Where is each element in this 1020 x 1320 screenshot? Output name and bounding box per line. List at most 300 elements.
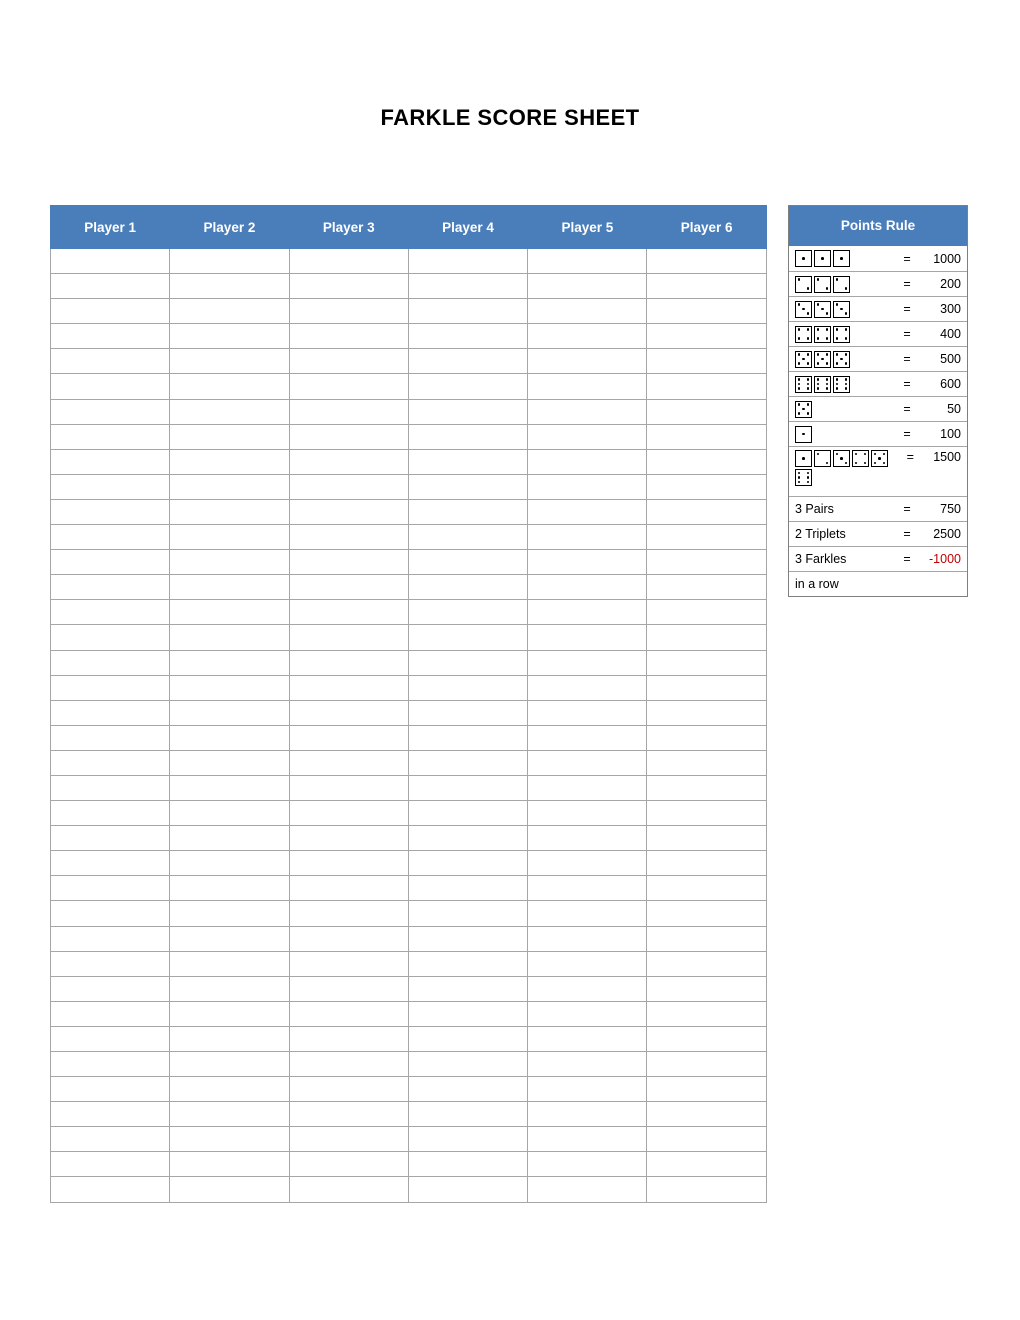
score-cell[interactable] <box>408 274 527 299</box>
score-cell[interactable] <box>647 650 766 675</box>
score-cell[interactable] <box>528 499 647 524</box>
score-cell[interactable] <box>170 1177 289 1202</box>
points-value: 200 <box>940 277 961 291</box>
score-cell[interactable] <box>170 725 289 750</box>
equals-sign: = <box>903 352 911 366</box>
score-cell[interactable] <box>170 926 289 951</box>
score-cell[interactable] <box>408 299 527 324</box>
score-cell[interactable] <box>408 249 527 274</box>
score-cell[interactable] <box>528 1026 647 1051</box>
score-cell[interactable] <box>408 675 527 700</box>
score-cell[interactable] <box>289 1127 408 1152</box>
score-cell[interactable] <box>170 826 289 851</box>
score-cell[interactable] <box>289 600 408 625</box>
table-row <box>51 1052 767 1077</box>
score-cell[interactable] <box>51 249 170 274</box>
score-cell[interactable] <box>528 725 647 750</box>
score-cell[interactable] <box>51 299 170 324</box>
score-cell[interactable] <box>51 926 170 951</box>
points-rule-row <box>789 371 967 396</box>
score-cell[interactable] <box>647 424 766 449</box>
die-2-icon <box>833 276 850 293</box>
score-cell[interactable] <box>528 625 647 650</box>
score-cell[interactable] <box>289 951 408 976</box>
score-cell[interactable] <box>289 675 408 700</box>
score-cell[interactable] <box>528 750 647 775</box>
score-cell[interactable] <box>170 650 289 675</box>
score-cell[interactable] <box>408 750 527 775</box>
table-row <box>51 424 767 449</box>
table-row <box>51 249 767 274</box>
score-cell[interactable] <box>528 876 647 901</box>
points-value: 2500 <box>933 527 961 541</box>
points-rule-box <box>788 205 968 597</box>
score-cell[interactable] <box>528 399 647 424</box>
score-cell[interactable] <box>170 1052 289 1077</box>
score-cell[interactable] <box>289 575 408 600</box>
score-cell[interactable] <box>528 249 647 274</box>
dice-group <box>795 351 895 368</box>
points-value: 400 <box>940 327 961 341</box>
score-cell[interactable] <box>51 1001 170 1026</box>
table-row <box>51 1152 767 1177</box>
table-row <box>51 1001 767 1026</box>
score-cell[interactable] <box>289 775 408 800</box>
score-cell[interactable] <box>51 625 170 650</box>
equals-sign: = <box>906 450 914 464</box>
score-cell[interactable] <box>51 1127 170 1152</box>
score-cell[interactable] <box>289 876 408 901</box>
score-cell[interactable] <box>51 725 170 750</box>
score-cell[interactable] <box>51 499 170 524</box>
score-cell[interactable] <box>528 951 647 976</box>
points-rule-header: Points Rule <box>789 206 967 246</box>
score-cell[interactable] <box>647 499 766 524</box>
score-cell[interactable] <box>647 525 766 550</box>
score-cell[interactable] <box>647 550 766 575</box>
die-4-icon <box>852 450 869 467</box>
score-cell[interactable] <box>51 374 170 399</box>
score-cell[interactable] <box>289 499 408 524</box>
score-cell[interactable] <box>170 399 289 424</box>
score-cell[interactable] <box>647 600 766 625</box>
table-row <box>51 801 767 826</box>
score-cell[interactable] <box>170 349 289 374</box>
score-cell[interactable] <box>528 826 647 851</box>
die-3-icon <box>814 301 831 318</box>
score-cell[interactable] <box>647 876 766 901</box>
die-3-icon <box>795 301 812 318</box>
score-cell[interactable] <box>289 550 408 575</box>
score-cell[interactable] <box>289 424 408 449</box>
points-value: -1000 <box>929 552 961 566</box>
die-5-icon <box>833 351 850 368</box>
score-cell[interactable] <box>528 976 647 1001</box>
equals-sign: = <box>903 277 911 291</box>
score-cell[interactable] <box>51 851 170 876</box>
score-cell[interactable] <box>408 1026 527 1051</box>
score-cell[interactable] <box>528 449 647 474</box>
score-cell[interactable] <box>170 449 289 474</box>
score-cell[interactable] <box>289 274 408 299</box>
score-cell[interactable] <box>528 801 647 826</box>
score-cell[interactable] <box>51 1152 170 1177</box>
score-cell[interactable] <box>289 299 408 324</box>
score-cell[interactable] <box>647 1177 766 1202</box>
score-cell[interactable] <box>51 1026 170 1051</box>
die-1-icon <box>795 250 812 267</box>
score-cell[interactable] <box>51 575 170 600</box>
points-value: 600 <box>940 377 961 391</box>
score-cell[interactable] <box>408 775 527 800</box>
score-cell[interactable] <box>51 675 170 700</box>
score-cell[interactable] <box>408 1152 527 1177</box>
points-rule-label: 3 Pairs <box>795 502 834 516</box>
score-cell[interactable] <box>408 1177 527 1202</box>
score-cell[interactable] <box>647 249 766 274</box>
score-cell[interactable] <box>289 1102 408 1127</box>
score-cell[interactable] <box>528 901 647 926</box>
equals-sign: = <box>903 427 911 441</box>
score-cell[interactable] <box>408 901 527 926</box>
score-cell[interactable] <box>51 876 170 901</box>
score-cell[interactable] <box>528 775 647 800</box>
score-cell[interactable] <box>528 1052 647 1077</box>
points-rule-row <box>789 296 967 321</box>
dice-group <box>795 376 895 393</box>
score-cell[interactable] <box>647 1001 766 1026</box>
score-cell[interactable] <box>170 299 289 324</box>
score-cell[interactable] <box>528 1102 647 1127</box>
die-1-icon <box>833 250 850 267</box>
score-cell[interactable] <box>170 249 289 274</box>
score-cell[interactable] <box>51 1052 170 1077</box>
score-cell[interactable] <box>289 750 408 775</box>
table-row <box>51 550 767 575</box>
score-cell[interactable] <box>408 374 527 399</box>
dice-group <box>795 401 895 418</box>
points-value: 1000 <box>933 251 961 266</box>
score-cell[interactable] <box>170 550 289 575</box>
score-cell[interactable] <box>647 575 766 600</box>
score-table-header-row <box>51 206 767 249</box>
score-cell[interactable] <box>51 1177 170 1202</box>
die-6-icon <box>814 376 831 393</box>
score-cell[interactable] <box>289 901 408 926</box>
score-cell[interactable] <box>408 449 527 474</box>
score-cell[interactable] <box>528 474 647 499</box>
score-cell[interactable] <box>528 575 647 600</box>
score-cell[interactable] <box>289 650 408 675</box>
score-cell[interactable] <box>289 525 408 550</box>
score-cell[interactable] <box>289 1052 408 1077</box>
column-header-player-1: Player 1 <box>51 206 170 249</box>
score-cell[interactable] <box>170 424 289 449</box>
score-cell[interactable] <box>408 1102 527 1127</box>
table-row <box>51 299 767 324</box>
equals-sign: = <box>903 251 911 266</box>
die-4-icon <box>814 326 831 343</box>
score-cell[interactable] <box>51 775 170 800</box>
score-cell[interactable] <box>408 725 527 750</box>
score-cell[interactable] <box>170 976 289 1001</box>
score-cell[interactable] <box>289 1177 408 1202</box>
table-row <box>51 474 767 499</box>
score-cell[interactable] <box>289 826 408 851</box>
score-cell[interactable] <box>647 725 766 750</box>
table-row <box>51 575 767 600</box>
table-row <box>51 600 767 625</box>
score-cell[interactable] <box>647 1102 766 1127</box>
score-cell[interactable] <box>289 474 408 499</box>
score-cell[interactable] <box>170 700 289 725</box>
score-cell[interactable] <box>170 625 289 650</box>
die-4-icon <box>795 326 812 343</box>
table-row <box>51 324 767 349</box>
score-cell[interactable] <box>647 399 766 424</box>
score-cell[interactable] <box>408 951 527 976</box>
score-cell[interactable] <box>170 750 289 775</box>
score-cell[interactable] <box>647 474 766 499</box>
score-cell[interactable] <box>528 600 647 625</box>
score-cell[interactable] <box>51 826 170 851</box>
score-cell[interactable] <box>51 449 170 474</box>
score-cell[interactable] <box>51 951 170 976</box>
score-cell[interactable] <box>528 550 647 575</box>
score-cell[interactable] <box>528 274 647 299</box>
score-cell[interactable] <box>647 976 766 1001</box>
points-value: 100 <box>940 427 961 441</box>
score-cell[interactable] <box>528 1177 647 1202</box>
score-cell[interactable] <box>51 976 170 1001</box>
score-cell[interactable] <box>51 700 170 725</box>
score-cell[interactable] <box>51 424 170 449</box>
points-rule-body <box>789 246 967 596</box>
score-cell[interactable] <box>528 324 647 349</box>
score-cell[interactable] <box>289 399 408 424</box>
score-cell[interactable] <box>528 675 647 700</box>
score-cell[interactable] <box>170 600 289 625</box>
die-3-icon <box>833 301 850 318</box>
score-cell[interactable] <box>647 274 766 299</box>
score-cell[interactable] <box>528 1127 647 1152</box>
score-cell[interactable] <box>170 374 289 399</box>
score-cell[interactable] <box>289 1152 408 1177</box>
score-cell[interactable] <box>408 1001 527 1026</box>
score-cell[interactable] <box>170 951 289 976</box>
score-cell[interactable] <box>170 1001 289 1026</box>
score-cell[interactable] <box>408 625 527 650</box>
score-cell[interactable] <box>289 1077 408 1102</box>
score-cell[interactable] <box>647 826 766 851</box>
table-row <box>51 1102 767 1127</box>
score-cell[interactable] <box>408 1077 527 1102</box>
score-cell[interactable] <box>528 851 647 876</box>
equals-sign: = <box>903 377 911 391</box>
score-cell[interactable] <box>647 1077 766 1102</box>
score-cell[interactable] <box>408 700 527 725</box>
score-cell[interactable] <box>289 976 408 1001</box>
score-cell[interactable] <box>408 550 527 575</box>
score-cell[interactable] <box>647 449 766 474</box>
points-rule-row <box>789 271 967 296</box>
equals-sign: = <box>903 402 911 416</box>
score-cell[interactable] <box>408 474 527 499</box>
score-cell[interactable] <box>408 801 527 826</box>
score-cell[interactable] <box>289 324 408 349</box>
table-row <box>51 675 767 700</box>
score-cell[interactable] <box>289 1026 408 1051</box>
score-cell[interactable] <box>289 725 408 750</box>
score-cell[interactable] <box>170 675 289 700</box>
score-cell[interactable] <box>408 826 527 851</box>
points-rule-row <box>789 521 967 546</box>
score-cell[interactable] <box>170 801 289 826</box>
score-cell[interactable] <box>170 274 289 299</box>
score-cell[interactable] <box>408 1052 527 1077</box>
points-rule-row <box>789 571 967 596</box>
score-cell[interactable] <box>647 1052 766 1077</box>
score-cell[interactable] <box>170 499 289 524</box>
score-cell[interactable] <box>170 1127 289 1152</box>
score-cell[interactable] <box>408 1127 527 1152</box>
score-cell[interactable] <box>647 926 766 951</box>
score-cell[interactable] <box>170 575 289 600</box>
score-cell[interactable] <box>528 424 647 449</box>
score-cell[interactable] <box>528 926 647 951</box>
score-cell[interactable] <box>647 750 766 775</box>
points-rule-row <box>789 546 967 571</box>
points-rule-row <box>789 321 967 346</box>
score-cell[interactable] <box>647 801 766 826</box>
score-cell[interactable] <box>289 625 408 650</box>
score-cell[interactable] <box>647 625 766 650</box>
score-cell[interactable] <box>170 851 289 876</box>
score-cell[interactable] <box>408 851 527 876</box>
score-cell[interactable] <box>170 474 289 499</box>
die-6-icon <box>833 376 850 393</box>
score-cell[interactable] <box>289 801 408 826</box>
score-cell[interactable] <box>51 750 170 775</box>
score-cell[interactable] <box>647 951 766 976</box>
score-cell[interactable] <box>51 399 170 424</box>
dice-group <box>795 426 895 443</box>
score-cell[interactable] <box>289 851 408 876</box>
table-row <box>51 750 767 775</box>
score-cell[interactable] <box>289 249 408 274</box>
score-cell[interactable] <box>408 876 527 901</box>
score-cell[interactable] <box>51 324 170 349</box>
score-cell[interactable] <box>289 349 408 374</box>
score-cell[interactable] <box>528 349 647 374</box>
points-value: 1500 <box>933 450 961 464</box>
score-cell[interactable] <box>51 801 170 826</box>
score-cell[interactable] <box>528 374 647 399</box>
score-cell[interactable] <box>170 901 289 926</box>
die-6-icon <box>795 376 812 393</box>
score-cell[interactable] <box>647 299 766 324</box>
score-cell[interactable] <box>408 926 527 951</box>
table-row <box>51 625 767 650</box>
die-2-icon <box>814 276 831 293</box>
score-cell[interactable] <box>528 525 647 550</box>
score-cell[interactable] <box>51 1077 170 1102</box>
score-cell[interactable] <box>289 1001 408 1026</box>
score-cell[interactable] <box>51 1102 170 1127</box>
score-cell[interactable] <box>170 525 289 550</box>
score-cell[interactable] <box>647 374 766 399</box>
score-cell[interactable] <box>408 525 527 550</box>
score-cell[interactable] <box>528 1152 647 1177</box>
score-cell[interactable] <box>170 876 289 901</box>
score-cell[interactable] <box>51 525 170 550</box>
score-cell[interactable] <box>170 1152 289 1177</box>
score-cell[interactable] <box>647 851 766 876</box>
score-cell[interactable] <box>408 399 527 424</box>
score-cell[interactable] <box>647 1152 766 1177</box>
score-cell[interactable] <box>528 1001 647 1026</box>
score-cell[interactable] <box>408 324 527 349</box>
score-cell[interactable] <box>408 600 527 625</box>
score-cell[interactable] <box>408 499 527 524</box>
points-value: 300 <box>940 302 961 316</box>
score-cell[interactable] <box>647 1026 766 1051</box>
score-cell[interactable] <box>289 700 408 725</box>
score-cell[interactable] <box>408 976 527 1001</box>
score-cell[interactable] <box>51 274 170 299</box>
score-cell[interactable] <box>51 650 170 675</box>
score-cell[interactable] <box>170 1077 289 1102</box>
table-row <box>51 274 767 299</box>
table-row <box>51 851 767 876</box>
table-row <box>51 901 767 926</box>
score-cell[interactable] <box>170 1102 289 1127</box>
score-cell[interactable] <box>51 600 170 625</box>
score-cell[interactable] <box>408 650 527 675</box>
score-cell[interactable] <box>647 901 766 926</box>
score-cell[interactable] <box>408 424 527 449</box>
score-cell[interactable] <box>408 575 527 600</box>
score-cell[interactable] <box>51 550 170 575</box>
score-cell[interactable] <box>289 449 408 474</box>
score-cell[interactable] <box>528 650 647 675</box>
score-cell[interactable] <box>528 299 647 324</box>
score-cell[interactable] <box>647 700 766 725</box>
points-rule-row <box>789 246 967 271</box>
score-cell[interactable] <box>647 324 766 349</box>
score-cell[interactable] <box>170 775 289 800</box>
score-cell[interactable] <box>51 474 170 499</box>
score-cell[interactable] <box>170 324 289 349</box>
score-cell[interactable] <box>289 374 408 399</box>
score-cell[interactable] <box>289 926 408 951</box>
score-cell[interactable] <box>528 1077 647 1102</box>
points-rule-label: in a row <box>795 577 839 591</box>
score-cell[interactable] <box>170 1026 289 1051</box>
score-cell[interactable] <box>647 349 766 374</box>
score-cell[interactable] <box>51 349 170 374</box>
score-cell[interactable] <box>528 700 647 725</box>
score-cell[interactable] <box>647 1127 766 1152</box>
score-cell[interactable] <box>647 775 766 800</box>
score-cell[interactable] <box>647 675 766 700</box>
column-header-player-6: Player 6 <box>647 206 766 249</box>
table-row <box>51 700 767 725</box>
table-row <box>51 725 767 750</box>
score-cell[interactable] <box>51 901 170 926</box>
equals-sign: = <box>903 527 911 541</box>
score-cell[interactable] <box>408 349 527 374</box>
